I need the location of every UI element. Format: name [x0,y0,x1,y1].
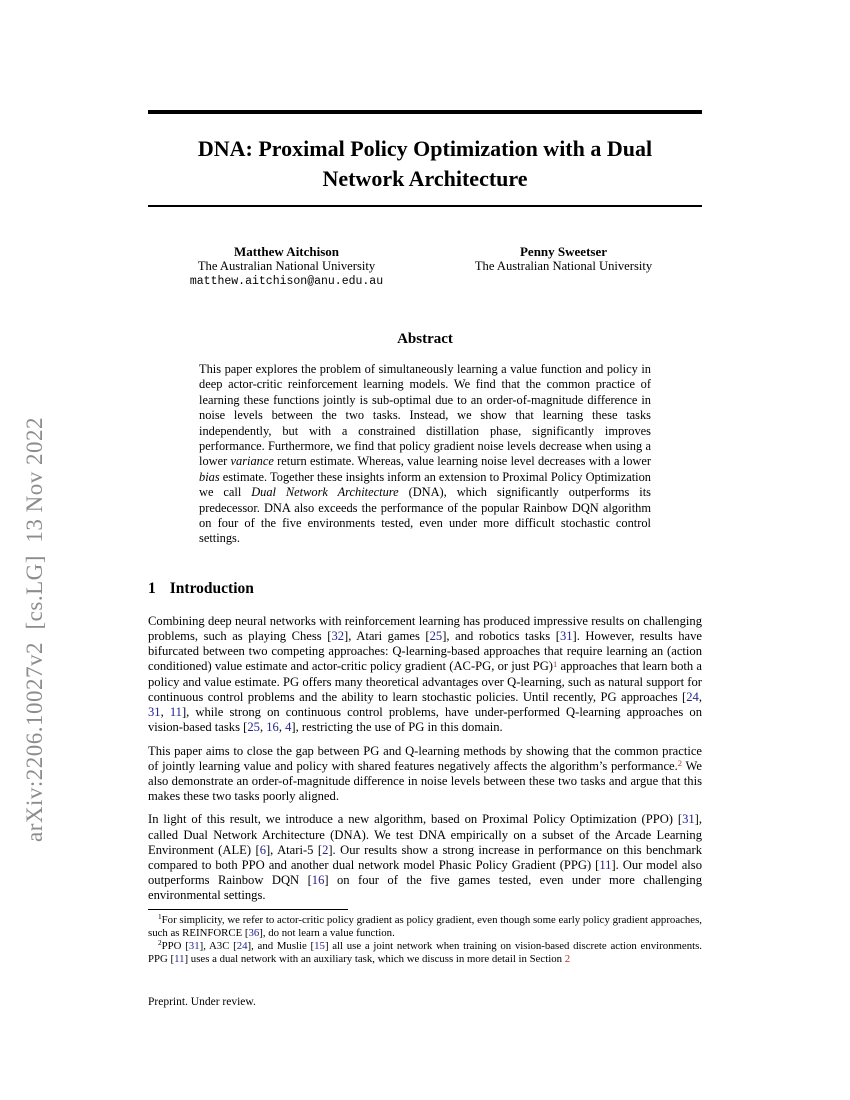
intro-paragraph-3: In light of this result, we introduce a new algorithm, based on Proximal Policy Optimization (PPO) [31], called Dual Network Architecture (DNA). We test DNA empirically on a subset of the Arcade Learning Environment (ALE) [6], Atari-5 [2]. Our results show a strong increase in performance on this benchmark compared to both PPO and another dual network model Phasic Policy Gradient (PPG) [11]. Our model also outperforms Rainbow DQN [16] on four of the five games tested, even under more challenging environmental settings. [148,812,702,903]
citation-link[interactable]: 11 [174,952,185,965]
citation-link[interactable]: 15 [314,939,325,952]
footnote-ref-marker[interactable]: 2 [677,757,683,768]
author-1-name: Matthew Aitchison [233,244,340,259]
title-rule-bottom [148,205,702,207]
section-heading-introduction [148,580,702,598]
title-rule-top [148,110,702,114]
arxiv-watermark: arXiv:2206.10027v2 [cs.LG] 13 Nov 2022 [22,416,47,842]
author-2-name: Penny Sweetser [519,244,607,259]
intro-paragraph-1: Combining deep neural networks with reinforcement learning has produced impressive results on challenging problems, such as playing Chess [32], Atari games [25], and robotics tasks [31]. However, results have bifurcated between two competing approaches: Q-learning-based approaches that require learning an (action conditioned) value estimate and actor-critic policy gradient (AC-PG, or just PG)$^1$ approaches that learn both a policy and value estimate. PG offers many theoretical advantages over Q-learning, such as natural support for continuous control problems and the ability to learn stochastic policies. Until recently, PG approaches [24, 31, 11], while strong on continuous control problems, have under-performed Q-learning approaches on vision-based tasks [25, 16, 4], restricting the use of PG in this domain. [148,613,703,735]
abstract-heading: Abstract [397,331,453,347]
intro-paragraph-2: This paper aims to close the gap between PG and Q-learning methods by showing that the common practice of jointly learning value and policy with shared features negatively affects the algorithm’s performance.$^2$ We also demonstrate an order-of-magnitude difference in noise levels between these two tasks and argue that this makes these two tasks poorly aligned. [148,743,702,804]
citation-link[interactable]: 24 [686,689,699,704]
author-block [148,244,702,289]
preprint-note: Preprint. Under review. [148,995,256,1008]
emphasis-text: Dual Network Architecture [251,485,399,500]
footnote-block [148,914,702,966]
author-1 [148,244,425,289]
footnote-number-marker: 2 [158,938,162,948]
citation-link[interactable]: 25 [429,629,443,644]
citation-link[interactable]: 25 [247,720,260,735]
citation-link[interactable]: 31 [188,939,200,952]
citation-link[interactable]: 6 [259,842,266,857]
citation-link[interactable]: 31 [559,629,573,644]
footnote-1: $^1$For simplicity, we refer to actor-critic policy gradient as policy gradient, even though some early policy gradient approaches, such as REINFORCE [36], do not learn a value function. [148,912,702,939]
citation-link[interactable]: 2 [322,842,329,857]
section-title: Introduction [169,579,254,597]
footnote-number-marker: 1 [158,912,162,922]
emphasis-text: bias [199,469,220,484]
citation-link[interactable]: 11 [599,857,612,872]
emphasis-text: variance [230,454,274,469]
footnote-ref-marker[interactable]: 1 [553,658,558,669]
citation-link[interactable]: 16 [311,873,325,888]
section-number: 1 [148,579,156,597]
author-2 [425,244,702,289]
citation-link[interactable]: 31 [682,812,695,827]
content-column [148,0,702,1008]
author-2-affiliation: The Australian National University [474,259,653,273]
citation-link[interactable]: 24 [236,939,248,952]
paper-title: DNA: Proximal Policy Optimization with a Dual Network Architecture [197,136,653,191]
citation-link[interactable]: 4 [285,720,292,735]
footnote-2: $^2$PPO [31], A3C [24], and Muslie [15] all use a joint network when training on vision-based discrete action environments. PPG [11] uses a dual network with an auxiliary task, which we discuss in more detail in Section 2 [148,938,703,965]
citation-link[interactable]: 36 [248,926,260,939]
author-1-email: matthew.aitchison@anu.edu.au [189,275,384,288]
citation-link[interactable]: 11 [169,705,182,720]
abstract-text: This paper explores the problem of simultaneously learning a value function and policy in deep actor-critic reinforcement learning models. We find that the common practice of learning these functions jointly is sub-optimal due to an order-of-magnitude difference in noise levels between the two tasks. Instead, we show that learning these tasks independently, but with a constrained distillation phase, significantly improves performance. Furthermore, we find that policy gradient noise levels decrease when using a lower variance return estimate. Whereas, value learning noise level decreases with a lower bias estimate. Together these insights inform an extension to Proximal Policy Optimization we call Dual Network Architecture (DNA), which significantly outperforms its predecessor. DNA also exceeds the performance of the popular Rainbow DQN algorithm on four of the five environments tested, even under more difficult stochastic control settings. [199,362,651,546]
citation-link[interactable]: 31 [148,705,161,720]
citation-link[interactable]: 16 [266,720,279,735]
author-1-affiliation: The Australian National University [197,259,376,273]
section-ref-link[interactable]: 2 [564,952,571,965]
footnote-separator-rule [148,909,348,910]
citation-link[interactable]: 32 [331,629,345,644]
